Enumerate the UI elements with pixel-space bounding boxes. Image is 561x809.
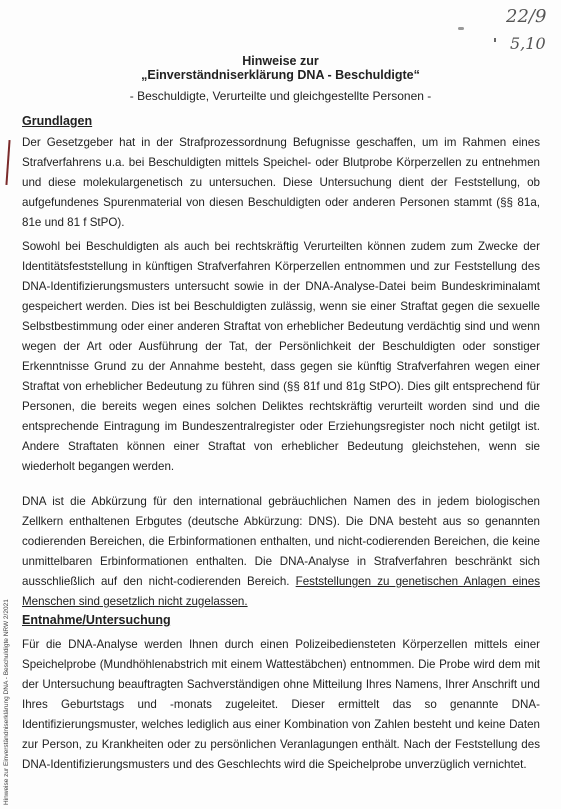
paragraph-grundlagen-3-underlined: Feststellungen zu genetischen Anlagen eines Menschen sind gesetzlich nicht zugelassen.: [22, 575, 541, 608]
side-footer-note: Hinweise zur Einverständniserklärung DNA - Beschuldigte NRW 2/2021: [3, 599, 10, 805]
ink-dot-mark: [458, 27, 464, 30]
document-title-line1: Hinweise zur: [242, 54, 319, 68]
paragraph-grundlagen-3: [22, 492, 540, 612]
paragraph-grundlagen-2: Sowohl bei Beschuldigten als auch bei rechtskräftig Verurteilten können zudem zum Zwecke der Identitätsfeststellung in künftigen Strafverfahren Körperzellen entnommen und zur Feststellung des DNA-Identifizierungsmusters untersucht sowie in der DNA-Analyse-Datei beim Bundeskriminalamt gespeichert werden. Dies ist bei Beschuldigten zulässig, wenn sie einer Straftat gegen die sexuelle Selbstbestimmung oder einer anderen Straftat von erheblicher Bedeutung verdächtig sind und wenn wegen der Art oder Ausführung der Tat, der Persönlichkeit der Beschuldigten oder sonstiger Erkenntnisse Grund zu der Annahme besteht, dass gegen sie künftig Strafverfahren wegen einer Straftat von erheblicher Bedeutung zu führen sind (§§ 81f und 81g StPO). Dies gilt entsprechend für Personen, die bereits wegen eines solchen Deliktes rechtskräftig verurteilt worden sind und die entsprechende Eintragung im Bundeszentralregister oder Erziehungsregister noch nicht getilgt ist. Andere Straftaten können einer Straftat von erheblicher Bedeutung gleichstehen, wenn sie wiederholt begangen werden.: [22, 240, 540, 473]
document-subtitle: - Beschuldigte, Verurteilte und gleichgestellte Personen -: [129, 89, 432, 103]
paragraph-grundlagen-3-text: DNA ist die Abkürzung für den international gebräuchlichen Namen des in jedem biologischen Zellkern enthaltenen Erbgutes (deutsche Abkürzung: DNS). Die DNA besteht aus so genannten codierenden Bereichen, die Erbinformationen enthalten, und nicht-codierenden Bereichen, die keine unmittelbaren Erbinformationen enthalten. Die DNA-Analyse in Strafverfahren beschränkt sich ausschließlich auf den nicht-codierenden Bereich.: [22, 495, 540, 588]
margin-pen-mark: [5, 140, 10, 185]
section-heading-entnahme: Entnahme/Untersuchung: [22, 613, 171, 627]
paragraph-grundlagen-1: Der Gesetzgeber hat in der Strafprozessordnung Befugnisse geschaffen, um im Rahmen eines Strafverfahrens u.a. bei Beschuldigten mittels Speichel- oder Blutprobe Körperzellen zu entnehmen und diese molekulargenetisch zu untersuchen. Diese Untersuchung dient der Feststellung, ob aufgefundenes Spurenmaterial von diesen Beschuldigten oder anderen Personen stammt (§§ 81a, 81e und 81 f StPO).: [22, 136, 540, 229]
handwritten-note-number: 5,10: [510, 34, 546, 53]
ink-tick-mark: [494, 38, 496, 42]
handwritten-note-date: 22/9: [506, 6, 547, 27]
section-heading-grundlagen: Grundlagen: [22, 114, 93, 128]
document-title-line2: „Einverständniserklärung DNA - Beschuldigte“: [141, 68, 420, 82]
paragraph-entnahme-1: Für die DNA-Analyse werden Ihnen durch einen Polizeibediensteten Körperzellen mittels einer Speichelprobe (Mundhöhlenabstrich mit einem Wattestäbchen) entnommen. Die Probe wird dem mit der Untersuchung beauftragten Sachverständigen ohne Mitteilung Ihres Namens, Ihrer Anschrift und Ihres Geburtstags und -monats zugeleitet. Dieser ermittelt das so genannte DNA-Identifizierungsmuster, welches lediglich aus einer Kombination von Zahlen besteht und keine Daten zur Person, zu Krankheiten oder zu persönlichen Veranlagungen enthält. Nach der Feststellung des DNA-Identifizierungsmusters und des Geschlechts wird die Speichelprobe unverzüglich vernichtet.: [22, 638, 540, 771]
